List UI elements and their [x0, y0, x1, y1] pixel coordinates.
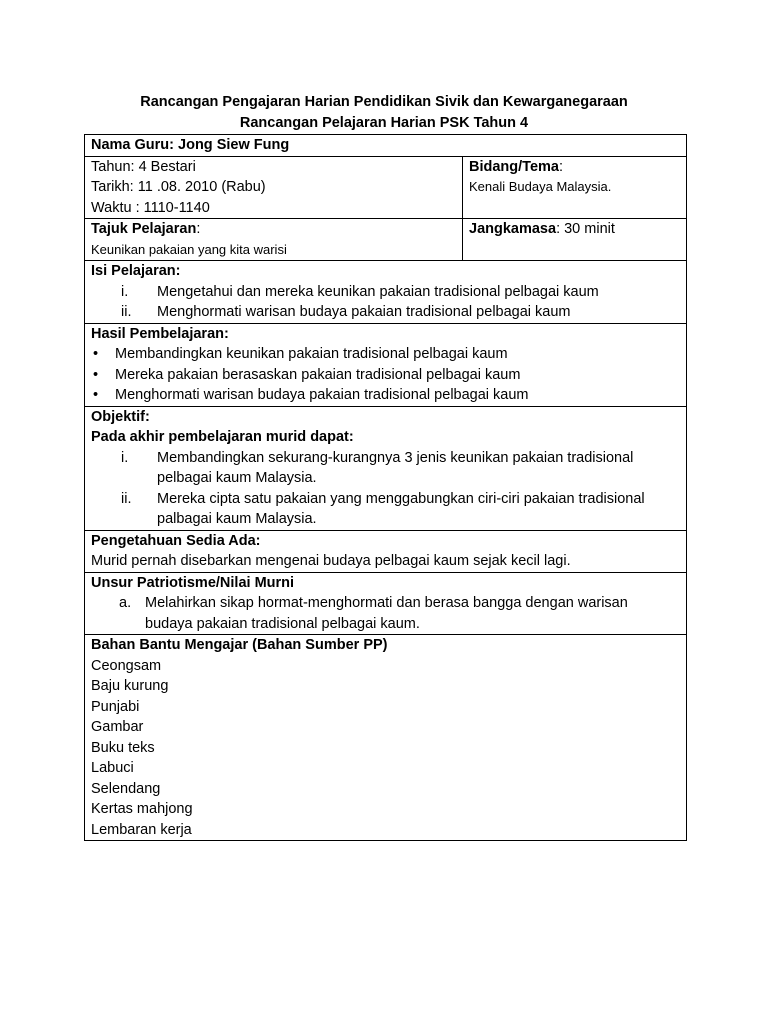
list-item: Buku teks: [91, 739, 155, 756]
list-item: [91, 385, 680, 406]
list-item: Ceongsam: [91, 657, 162, 674]
list-text: Mengetahui dan mereka keunikan pakaian tradisional pelbagai kaum: [157, 283, 599, 300]
bidang-colon: :: [558, 158, 563, 175]
list-text: Menghormati warisan budaya pakaian tradisional pelbagai kaum: [115, 387, 529, 403]
tajuk-label: Tajuk Pelajaran: [91, 221, 197, 237]
list-item: Punjabi: [91, 698, 140, 715]
row-unsur-patriotisme: [85, 572, 687, 635]
list-text: Membandingkan sekurang-kurangnya 3 jenis keunikan pakaian tradisional pelbagai kaum Malaysia.: [157, 449, 634, 486]
tarikh-text: Tarikh: 11 .08. 2010 (Rabu): [91, 179, 266, 195]
list-item: [91, 282, 680, 303]
list-text: Melahirkan sikap hormat-menghormati dan berasa bangga dengan warisan budaya pakaian tradisional pelbagai kaum.: [145, 595, 628, 632]
hasil-heading: Hasil Pembelajaran:: [91, 325, 229, 342]
objektif-heading: Objektif:: [91, 408, 150, 425]
objektif-subheading: Pada akhir pembelajaran murid dapat:: [91, 429, 354, 445]
tahun-text: Tahun: 4 Bestari: [91, 158, 196, 175]
bidang-label: Bidang/Tema: [469, 158, 559, 175]
bullet-icon: •: [93, 387, 99, 403]
title-line-2: Rancangan Pelajaran Harian PSK Tahun 4: [239, 115, 529, 131]
list-item: Gambar: [91, 719, 144, 735]
pengetahuan-heading: Pengetahuan Sedia Ada:: [91, 532, 261, 549]
list-number: ii.: [121, 304, 132, 320]
list-text: Mereka pakaian berasaskan pakaian tradisional pelbagai kaum: [115, 366, 521, 383]
bahan-heading: Bahan Bantu Mengajar (Bahan Sumber PP): [91, 637, 388, 653]
row-tajuk: [85, 219, 687, 261]
nama-guru-label: Nama Guru:: [91, 137, 174, 153]
tajuk-colon: :: [196, 221, 201, 237]
list-number: i.: [121, 283, 129, 300]
row-pengetahuan: [85, 530, 687, 572]
list-text: Menghormati warisan budaya pakaian tradisional pelbagai kaum: [157, 304, 571, 320]
list-item: [91, 365, 680, 386]
list-text: Mereka cipta satu pakaian yang menggabungkan ciri-ciri pakaian tradisional palbagai kaum Malaysia.: [157, 490, 645, 527]
list-item: Lembaran kerja: [91, 821, 192, 838]
list-number: i.: [121, 449, 129, 466]
jangkamasa-label: Jangkamasa: [469, 221, 557, 237]
list-item: Labuci: [91, 760, 134, 776]
list-item: [91, 302, 680, 323]
document-title: [0, 92, 768, 134]
row-nama-guru: [85, 135, 687, 157]
title-line-1: Rancangan Pengajaran Harian Pendidikan Sivik dan Kewarganegaraan: [140, 94, 628, 110]
list-item: [91, 489, 680, 530]
list-number: a.: [119, 595, 132, 611]
list-item: Baju kurung: [91, 678, 169, 694]
jangkamasa-value: : 30 minit: [556, 221, 615, 237]
isi-heading: Isi Pelajaran:: [91, 263, 181, 279]
list-item: [91, 344, 680, 365]
row-hasil-pembelajaran: [85, 323, 687, 406]
bidang-value: Kenali Budaya Malaysia.: [469, 179, 612, 194]
row-objektif: [85, 406, 687, 530]
row-tahun-bidang: [85, 156, 687, 219]
row-bahan-bantu: [85, 635, 687, 841]
list-item: Selendang: [91, 780, 161, 797]
pengetahuan-text: Murid pernah disebarkan mengenai budaya pelbagai kaum sejak kecil lagi.: [91, 553, 571, 569]
list-number: ii.: [121, 490, 132, 507]
tajuk-value: Keunikan pakaian yang kita warisi: [91, 241, 287, 257]
waktu-text: Waktu : 1110-1140: [91, 199, 210, 216]
lesson-plan-table: [84, 134, 687, 841]
unsur-heading: Unsur Patriotisme/Nilai Murni: [91, 574, 295, 591]
bahan-list: [91, 656, 680, 841]
list-text: Membandingkan keunikan pakaian tradisional pelbagai kaum: [115, 346, 508, 362]
bullet-icon: •: [93, 366, 99, 383]
list-item: Kertas mahjong: [91, 801, 193, 817]
nama-guru-value: Jong Siew Fung: [178, 137, 290, 153]
list-item: [91, 448, 680, 489]
list-item: [91, 593, 680, 634]
bullet-icon: •: [93, 346, 99, 362]
row-isi-pelajaran: [85, 261, 687, 324]
